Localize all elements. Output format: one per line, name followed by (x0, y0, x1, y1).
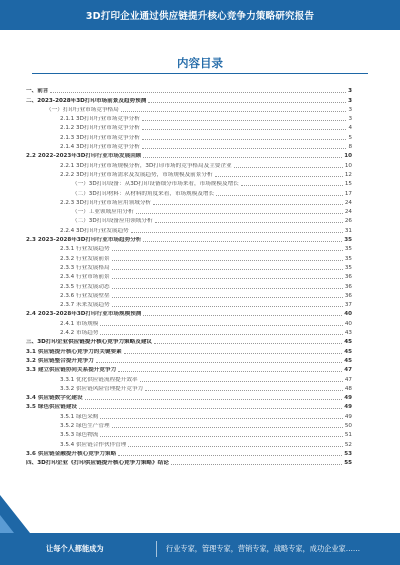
toc-entry-page: 36 (344, 274, 352, 281)
toc-entry-text: 四、3D打印企业《打印供应链提升核心竞争力策略》结论 (26, 460, 169, 467)
toc-entry-page: 48 (344, 385, 352, 392)
toc-entry-page: 36 (344, 283, 352, 290)
toc-entry-page: 45 (344, 339, 352, 346)
toc-entry-page: 51 (344, 432, 352, 439)
toc-entry-page: 43 (344, 330, 352, 337)
toc-leader-dots (241, 185, 343, 186)
toc-entry[interactable] (26, 327, 352, 336)
toc-entry-text: （一）3D打印设备：从3D打印设备细分市场来看，市场规模及增长 (72, 181, 239, 188)
toc-entry[interactable] (26, 448, 352, 457)
toc-leader-dots (143, 157, 342, 158)
toc-entry-page: 4 (348, 125, 352, 132)
toc-entry[interactable] (26, 150, 352, 159)
toc-entry-text: 2.2.4 3D打印行业发展趋势 (60, 227, 129, 234)
toc-leader-dots (142, 148, 347, 149)
toc-entry-text: 2.3.5 行业发展动态 (60, 283, 110, 290)
toc-leader-dots (148, 102, 346, 103)
toc-entry-page: 10 (344, 153, 352, 160)
toc-entry-page: 35 (344, 255, 352, 262)
toc-entry-page: 37 (344, 302, 352, 309)
toc-leader-dots (100, 436, 342, 437)
toc-entry[interactable] (26, 122, 352, 131)
toc-entry[interactable] (26, 187, 352, 196)
footer-band (0, 533, 400, 565)
toc-entry-text: 3.5 绿色供应链建设 (26, 404, 78, 411)
toc-title: 内容目录 (177, 56, 223, 70)
footer-slogan-left: 让每个人都能成为 (46, 544, 104, 553)
toc-entry[interactable] (26, 290, 352, 299)
toc-entry-text: 一、前言 (26, 88, 49, 95)
toc-entry[interactable] (26, 141, 352, 150)
toc-entry-text: 3.5.2 绿色生产管理 (60, 422, 110, 429)
toc-entry[interactable] (26, 243, 352, 252)
toc-entry-page: 12 (344, 171, 352, 178)
toc-entry-text: 3.5.4 供应链合作伙伴管理 (60, 441, 127, 448)
toc-entry[interactable] (26, 94, 352, 103)
toc-entry[interactable] (26, 299, 352, 308)
toc-entry-page: 49 (344, 413, 352, 420)
toc-entry-page: 50 (344, 422, 352, 429)
toc-leader-dots (124, 353, 342, 354)
header-band (0, 0, 400, 30)
toc-entry-page: 40 (344, 320, 352, 327)
toc-entry-text: 2.3.7 未来发展趋势 (60, 302, 110, 309)
toc-entry-text: 2.2.1 3D打印行业市场规模分析，3D打印市场的竞争格局及主要企业 (60, 162, 232, 169)
toc-leader-dots (112, 278, 343, 279)
toc-leader-dots (234, 167, 343, 168)
toc-leader-dots (100, 334, 342, 335)
toc-leader-dots (131, 232, 343, 233)
toc-leader-dots (215, 176, 343, 177)
toc-entry-page: 35 (344, 246, 352, 253)
toc-entry-page: 45 (344, 348, 352, 355)
toc-leader-dots (145, 390, 343, 391)
toc-entry[interactable] (26, 345, 352, 354)
toc-leader-dots (171, 464, 342, 465)
toc-entry[interactable] (26, 438, 352, 447)
toc-entry-page: 52 (344, 441, 352, 448)
toc-entry[interactable] (26, 159, 352, 168)
toc-leader-dots (118, 455, 342, 456)
toc-entry-text: 3.5.1 绿色采购 (60, 413, 99, 420)
toc-entry-text: 2.3.2 行业发展前景 (60, 255, 110, 262)
toc-entry[interactable] (26, 280, 352, 289)
toc-entry-page: 40 (344, 311, 352, 318)
toc-leader-dots (85, 399, 343, 400)
toc-entry[interactable] (26, 392, 352, 401)
toc-entry[interactable] (26, 317, 352, 326)
toc-entry-text: （一）工业领域应用分析 (72, 209, 134, 216)
toc-entry-text: 2.3.3 行业发展格局 (60, 264, 110, 271)
toc-entry-text: 3.3.1 优化供应链流程提升效率 (60, 376, 138, 383)
toc-leader-dots (121, 111, 347, 112)
toc-entry-page: 24 (344, 209, 352, 216)
toc-entry-page: 24 (344, 199, 352, 206)
toc-entry[interactable] (26, 383, 352, 392)
toc-entry-page: 3 (348, 88, 352, 95)
title-divider (32, 73, 368, 74)
toc-entry-page: 3 (348, 116, 352, 123)
toc-leader-dots (112, 260, 343, 261)
toc-entry-text: （二）3D打印设备应用领域分析 (72, 218, 153, 225)
toc-entry[interactable] (26, 85, 352, 94)
toc-entry-text: （一）打印行业市场竞争格局 (46, 106, 119, 113)
toc-entry-text: 2.3.4 行业市场前景 (60, 274, 110, 281)
toc-entry-page: 49 (344, 395, 352, 402)
toc-entry-page: 45 (344, 357, 352, 364)
footer-divider (156, 541, 157, 557)
toc-entry-page: 10 (344, 162, 352, 169)
toc-entry-page: 53 (344, 450, 352, 457)
toc-leader-dots (112, 269, 343, 270)
toc-leader-dots (50, 92, 346, 93)
toc-leader-dots (154, 343, 342, 344)
toc-leader-dots (112, 427, 343, 428)
toc-leader-dots (118, 371, 342, 372)
toc-leader-dots (153, 204, 343, 205)
toc-entry-text: 2.2.3 3D打印行业市场应用领域分析 (60, 199, 152, 206)
toc-entry-text: 3.3.2 供应链风险管理提升竞争力 (60, 385, 144, 392)
toc-entry-text: 二、2023-2028年3D打印市场前景及趋势预测 (26, 97, 147, 104)
toc-entry-text: 2.3.1 行业发展趋势 (60, 246, 110, 253)
toc-leader-dots (79, 408, 342, 409)
toc-entry-page: 8 (348, 144, 352, 151)
toc-entry-text: 三、3D打印企业供应链提升核心竞争力策略及建议 (26, 339, 153, 346)
toc-entry-text: 3.3 建立供应链协同关系提升竞争力 (26, 367, 117, 374)
toc-entry[interactable] (26, 234, 352, 243)
toc-entry[interactable] (26, 197, 352, 206)
toc-entry[interactable] (26, 429, 352, 438)
toc-entry[interactable] (26, 113, 352, 122)
toc-entry[interactable] (26, 336, 352, 345)
toc-leader-dots (143, 241, 342, 242)
report-title: 3D打印企业通过供应链提升核心竞争力策略研究报告 (85, 11, 315, 22)
toc-entry[interactable] (26, 355, 352, 364)
toc-entry[interactable] (26, 224, 352, 233)
toc-entry-page: 55 (344, 460, 352, 467)
toc-entry[interactable] (26, 206, 352, 215)
toc-entry-text: 3.4 供应链数字化建设 (26, 395, 83, 402)
table-of-contents (26, 85, 352, 466)
toc-leader-dots (100, 325, 342, 326)
toc-entry[interactable] (26, 169, 352, 178)
toc-entry-page: 3 (348, 97, 352, 104)
toc-entry-text: 2.1.1 3D打印行业市场竞争分析 (60, 116, 140, 123)
toc-leader-dots (112, 250, 343, 251)
toc-entry-text: 2.4 2023-2028年3D打印行业市场规模预测 (26, 311, 142, 318)
toc-entry[interactable] (26, 262, 352, 271)
toc-entry[interactable] (26, 401, 352, 410)
toc-entry[interactable] (26, 104, 352, 113)
toc-entry-page: 26 (344, 218, 352, 225)
toc-entry[interactable] (26, 178, 352, 187)
toc-entry-text: 2.2.2 3D打印行业市场需求及发展趋势，市场规模及前景分析 (60, 171, 213, 178)
toc-leader-dots (112, 288, 343, 289)
toc-entry[interactable] (26, 271, 352, 280)
toc-leader-dots (216, 195, 343, 196)
toc-entry-text: 2.1.3 3D打印行业市场竞争分析 (60, 134, 140, 141)
toc-leader-dots (128, 446, 343, 447)
toc-entry-page: 15 (344, 181, 352, 188)
toc-entry-text: 3.5.3 绿色物流 (60, 432, 99, 439)
toc-leader-dots (142, 129, 347, 130)
toc-leader-dots (112, 306, 343, 307)
toc-entry-text: 3.2 供应链整合提升竞争力 (26, 357, 94, 364)
toc-entry-page: 5 (348, 134, 352, 141)
toc-leader-dots (100, 418, 342, 419)
toc-entry[interactable] (26, 215, 352, 224)
toc-leader-dots (140, 381, 343, 382)
toc-entry[interactable] (26, 420, 352, 429)
toc-entry-page: 3 (348, 106, 352, 113)
toc-leader-dots (142, 120, 347, 121)
footer-slogan-right: 行业专家，管理专家，营销专家，战略专家，成功企业家…… (166, 544, 361, 553)
toc-entry-text: 2.2 2022-2023年3D打印行业市场发展回顾 (26, 153, 142, 160)
toc-leader-dots (143, 315, 342, 316)
toc-entry[interactable] (26, 410, 352, 419)
toc-entry-page: 17 (344, 190, 352, 197)
toc-entry-page: 36 (344, 292, 352, 299)
toc-entry-text: 2.4.2 市场趋势 (60, 330, 99, 337)
toc-entry-text: （二）3D打印材料：从材料的角度来看，市场规模及增长 (72, 190, 215, 197)
toc-entry-text: 2.4.1 市场规模 (60, 320, 99, 327)
toc-leader-dots (96, 362, 342, 363)
toc-entry-page: 49 (344, 404, 352, 411)
toc-entry[interactable] (26, 457, 352, 466)
toc-entry[interactable] (26, 252, 352, 261)
toc-entry-text: 2.1.2 3D打印行业市场竞争分析 (60, 125, 140, 132)
toc-entry[interactable] (26, 364, 352, 373)
toc-entry-text: 3.1 供应链提升核心竞争力的关键要素 (26, 348, 122, 355)
toc-entry[interactable] (26, 308, 352, 317)
corner-decoration-accent (0, 515, 14, 533)
toc-leader-dots (155, 222, 343, 223)
toc-entry-text: 2.3 2023-2028年3D打印行业市场趋势分析 (26, 237, 142, 244)
toc-entry-page: 47 (344, 376, 352, 383)
toc-leader-dots (142, 139, 347, 140)
toc-entry-text: 3.6 供应链金融提升核心竞争力策略 (26, 450, 117, 457)
toc-entry-page: 35 (344, 237, 352, 244)
toc-entry-page: 35 (344, 264, 352, 271)
toc-entry-page: 31 (344, 227, 352, 234)
toc-entry[interactable] (26, 131, 352, 140)
toc-entry[interactable] (26, 373, 352, 382)
toc-leader-dots (112, 297, 343, 298)
toc-leader-dots (136, 213, 343, 214)
toc-entry-page: 47 (344, 367, 352, 374)
toc-entry-text: 2.3.6 行业发展壁垒 (60, 292, 110, 299)
toc-entry-text: 2.1.4 3D打印行业市场竞争分析 (60, 144, 140, 151)
